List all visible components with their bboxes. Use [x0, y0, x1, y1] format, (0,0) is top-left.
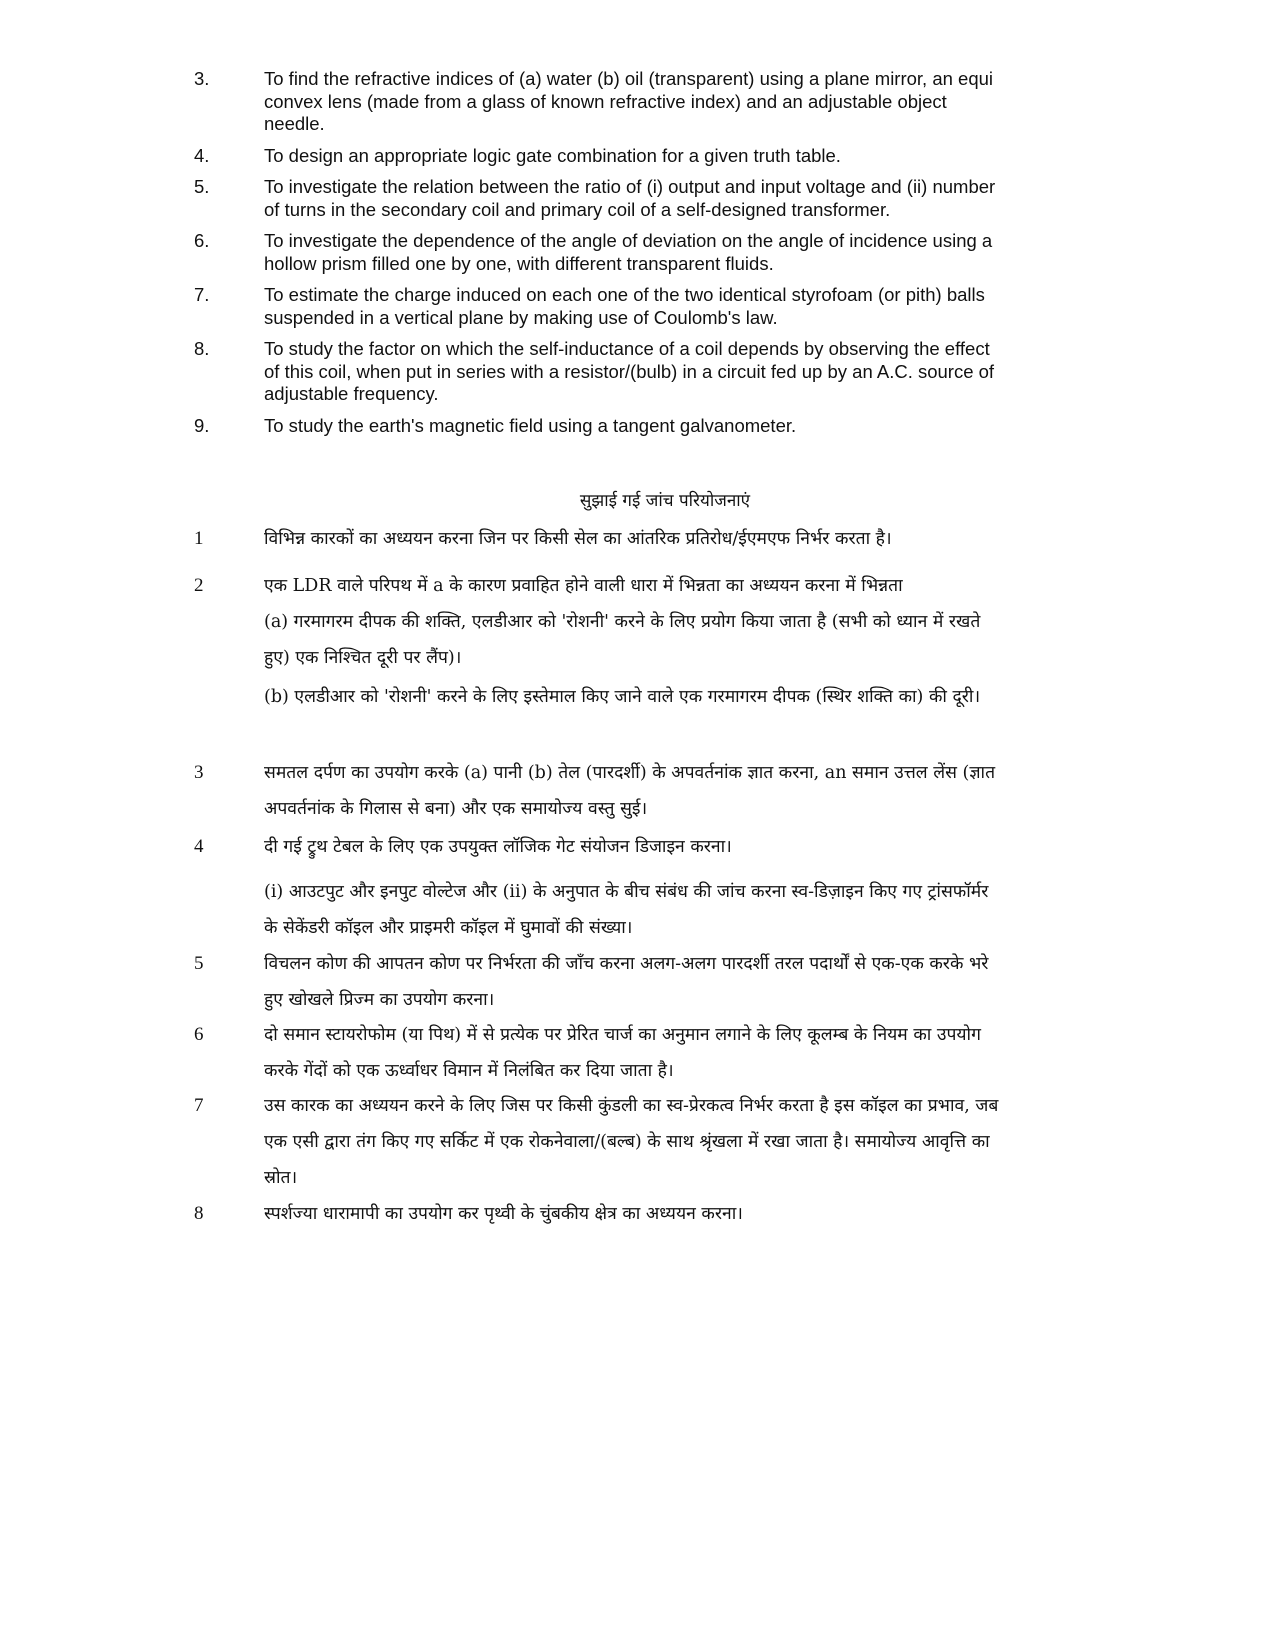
- list-item: [0, 1088, 1275, 1196]
- item-number: 2: [194, 575, 204, 596]
- item-number: 1: [194, 528, 204, 549]
- item-number: 6: [194, 1024, 204, 1045]
- item-text: दो समान स्टायरोफोम (या पिथ) में से प्रत्येक पर प्रेरित चार्ज का अनुमान लगाने के लिए कूलम्ब के नियम का उपयोग करके गेंदों को एक ऊर्ध्वाधर विमान में निलंबित कर दिया जाता है।: [264, 1025, 981, 1081]
- list-item: [0, 829, 1275, 865]
- list-item: [0, 568, 1275, 604]
- item-text: समतल दर्पण का उपयोग करके (a) पानी (b) तेल (पारदर्शी) के अपवर्तनांक ज्ञात करना, an समान उत्तल लेंस (ज्ञात अपवर्तनांक के गिलास से बना) और एक समायोज्य वस्तु सुई।: [264, 763, 996, 819]
- list-item: [0, 604, 1275, 676]
- item-number: 8.: [194, 338, 210, 359]
- item-number: 6.: [194, 230, 210, 251]
- item-number: 4: [194, 836, 204, 857]
- list-item: [0, 145, 1275, 168]
- item-text: स्पर्शज्या धारामापी का उपयोग कर पृथ्वी के चुंबकीय क्षेत्र का अध्ययन करना।: [264, 1204, 743, 1224]
- item-number: 5.: [194, 176, 210, 197]
- item-text: विभिन्न कारकों का अध्ययन करना जिन पर किसी सेल का आंतरिक प्रतिरोध/ईएमएफ निर्भर करता है।: [264, 529, 892, 549]
- item-text: To investigate the relation between the ratio of (i) output and input voltage and (ii) number of turns in the secondary coil and primary coil of a self-designed transformer.: [264, 176, 996, 220]
- item-text: To design an appropriate logic gate combination for a given truth table.: [264, 144, 841, 166]
- item-number: 4.: [194, 144, 210, 166]
- list-item: [0, 176, 1275, 221]
- item-text: (i) आउटपुट और इनपुट वोल्टेज और (ii) के अनुपात के बीच संबंध की जांच करना स्व-डिज़ाइन किए गए ट्रांसफॉर्मर के सेकेंडरी कॉइल और प्राइमरी कॉइल में घुमावों की संख्या।: [264, 882, 989, 938]
- list-item: [0, 1196, 1275, 1232]
- list-item: [0, 755, 1275, 827]
- item-text: दी गई ट्रुथ टेबल के लिए एक उपयुक्त लॉजिक गेट संयोजन डिजाइन करना।: [264, 837, 732, 857]
- list-item: [0, 946, 1275, 1018]
- list-item: [0, 679, 1275, 715]
- item-text: To study the earth's magnetic field using a tangent galvanometer.: [264, 414, 797, 436]
- list-item: [0, 284, 1275, 329]
- item-number: 3: [194, 762, 204, 783]
- list-item: [0, 338, 1275, 406]
- item-text: To estimate the charge induced on each one of the two identical styrofoam (or pith) balls suspended in a vertical plane by making use of Coulomb's law.: [264, 284, 985, 328]
- item-text: To find the refractive indices of (a) water (b) oil (transparent) using a plane mirror, an equi convex lens (made from a glass of known refractive index) and an adjustable object needle.: [264, 68, 994, 134]
- item-number: [194, 874, 264, 946]
- list-item: [0, 230, 1275, 275]
- list-item: [0, 415, 1275, 438]
- list-item: [0, 521, 1275, 557]
- item-text: उस कारक का अध्ययन करने के लिए जिस पर किसी कुंडली का स्व-प्रेरकत्व निर्भर करता है इस कॉइल का प्रभाव, जब एक एसी द्वारा तंग किए गए सर्किट में एक रोकनेवाला/(बल्ब) के साथ श्रृंखला में रखा जाता है। समायोज्य आवृत्ति का स्रोत।: [264, 1096, 999, 1188]
- item-text: (a) गरमागरम दीपक की शक्ति, एलडीआर को 'रोशनी' करने के लिए प्रयोग किया जाता है (सभी को ध्यान में रखते हुए) एक निश्चित दूरी पर लैंप)।: [264, 612, 981, 668]
- item-number: [194, 679, 264, 715]
- list-item: [0, 1017, 1275, 1089]
- item-text: To investigate the dependence of the angle of deviation on the angle of incidence using a hollow prism filled one by one, with different transparent fluids.: [264, 230, 993, 274]
- item-text: एक LDR वाले परिपथ में a के कारण प्रवाहित होने वाली धारा में भिन्नता का अध्ययन करना में भिन्नता: [264, 576, 903, 596]
- english-experiment-list: [0, 68, 1275, 446]
- list-item: [0, 874, 1275, 946]
- item-text: विचलन कोण की आपतन कोण पर निर्भरता की जाँच करना अलग-अलग पारदर्शी तरल पदार्थों से एक-एक करके भरे हुए खोखले प्रिज्म का उपयोग करना।: [264, 954, 989, 1010]
- item-number: 8: [194, 1203, 204, 1224]
- item-number: 9.: [194, 414, 210, 436]
- item-number: 7.: [194, 284, 210, 305]
- item-text: (b) एलडीआर को 'रोशनी' करने के लिए इस्तेमाल किए जाने वाले एक गरमागरम दीपक (स्थिर शक्ति का) की दूरी।: [264, 687, 981, 707]
- item-number: 5: [194, 953, 204, 974]
- list-item: [0, 68, 1275, 136]
- item-number: 3.: [194, 68, 210, 89]
- item-number: [194, 604, 264, 676]
- item-text: To study the factor on which the self-inductance of a coil depends by observing the effect of this coil, when put in series with a resistor/(bulb) in a circuit fed up by an A.C. source of adjustable frequency.: [264, 338, 995, 404]
- hindi-section-heading: [0, 488, 1275, 514]
- item-number: 7: [194, 1095, 204, 1116]
- section-title: सुझाई गई जांच परियोजनाएं: [579, 491, 751, 511]
